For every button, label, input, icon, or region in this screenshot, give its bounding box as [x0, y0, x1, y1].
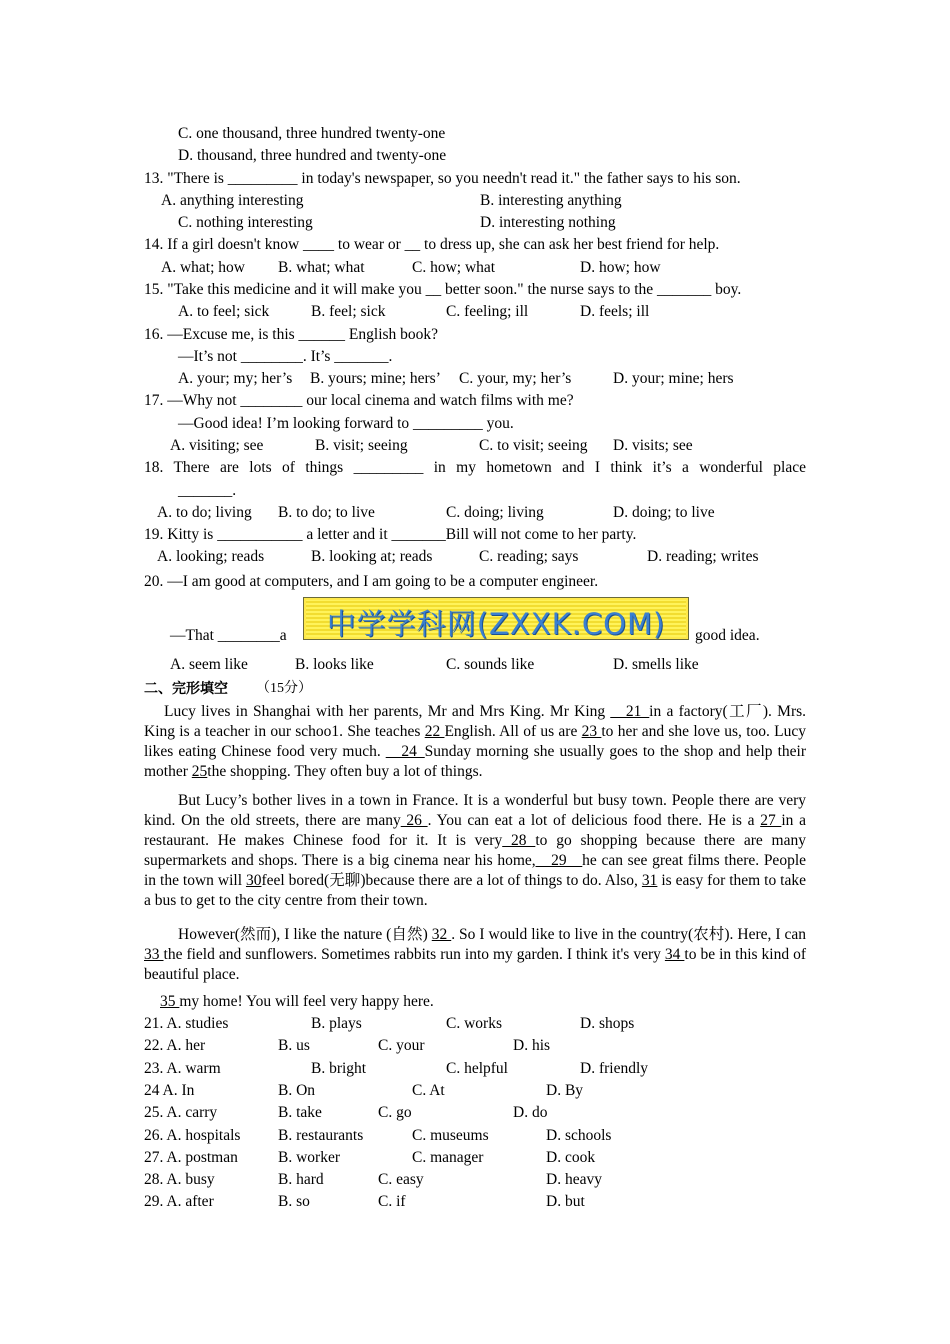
section-2-points: （15分）: [256, 681, 312, 696]
answer-option-c: C. go: [378, 1104, 412, 1122]
answer-option-c: C. manager: [412, 1148, 484, 1166]
passage-text: . You can eat a lot of delicious food there. He is a: [427, 812, 761, 829]
answer-row-option-a: 24 A. In: [144, 1081, 195, 1099]
q16-option-d: D. your; mine; hers: [613, 370, 734, 387]
answer-option-b: B. On: [278, 1081, 316, 1099]
passage-text: . So I would like to live in the country(农村). Here, I can: [451, 926, 806, 943]
answer-option-c: C. easy: [378, 1171, 424, 1189]
answer-option-b: B. take: [278, 1104, 322, 1122]
cloze-blank: 35: [160, 993, 180, 1010]
passage-text: he can see great films there. People in the town will: [144, 852, 807, 889]
passage-text: to go shopping because there are many supermarkets and shops. There is a big cinema near his home,: [144, 832, 806, 869]
q20-option-d: D. smells like: [613, 656, 699, 673]
passage-paragraph-4: [144, 992, 806, 1012]
answer-option-b: B. bright: [311, 1059, 367, 1077]
q18-option-c: C. doing; living: [446, 504, 544, 521]
q14-option-b: B. what; what: [278, 259, 365, 276]
q13-option-c: C. nothing interesting: [178, 214, 313, 231]
answer-row-option-a: 25. A. carry: [144, 1104, 218, 1122]
q15-option-d: D. feels; ill: [580, 303, 650, 320]
q20-reply-end: good idea.: [695, 627, 760, 644]
passage-text: feel bored(无聊)because there are a lot of things to do. Also,: [261, 872, 642, 889]
q18-option-a: A. to do; living: [157, 504, 252, 521]
q17-option-a: A. visiting; see: [170, 437, 264, 454]
answer-option-b: B. restaurants: [278, 1126, 364, 1144]
passage-text: However(然而), I like the nature (自然): [178, 926, 432, 943]
passage-text: the shopping. They often buy a lot of things.: [207, 763, 483, 780]
q12-option-d: D. thousand, three hundred and twenty-one: [178, 147, 447, 164]
passage-text: the field and sunflowers. Sometimes rabbits run into my garden. I think it's very: [163, 946, 665, 963]
q13-option-a: A. anything interesting: [161, 192, 304, 209]
q14-option-c: C. how; what: [412, 259, 496, 276]
q20-option-b: B. looks like: [295, 656, 374, 673]
cloze-blank: 23: [581, 723, 602, 740]
q13-option-b: B. interesting anything: [480, 192, 622, 209]
q12-option-c: C. one thousand, three hundred twenty-one: [178, 125, 446, 142]
q19-option-b: B. looking at; reads: [311, 548, 433, 565]
q20-reply-start: —That ________a: [170, 627, 287, 644]
passage-text: Lucy lives in Shanghai with her parents, Mr and Mrs King. Mr King: [164, 703, 611, 720]
answer-option-d: D. heavy: [546, 1171, 602, 1189]
answer-option-c: C. if: [378, 1193, 406, 1211]
answer-option-d: D. but: [546, 1193, 585, 1211]
q20-option-c: C. sounds like: [446, 656, 535, 673]
passage-text: in a factory(工厂). Mrs. King is a teacher in our schoo1. She teaches: [144, 703, 807, 740]
passage-paragraph-3: [144, 925, 806, 985]
passage-text: to her and she love us, too. Lucy likes eating Chinese food very much.: [144, 723, 806, 760]
answer-option-b: B. plays: [311, 1015, 362, 1032]
q15-option-b: B. feel; sick: [311, 303, 386, 320]
q13-stem: 13. "There is _________ in today's newspaper, so you needn't read it." the father says to his son.: [144, 170, 741, 187]
q20-option-a: A. seem like: [170, 656, 248, 673]
q16-option-b: B. yours; mine; hers’: [310, 370, 441, 387]
cloze-blank: 32: [431, 926, 452, 943]
q14-stem: 14. If a girl doesn't know ____ to wear or __ to dress up, she can ask her best friend for help.: [144, 236, 720, 253]
cloze-blank: 28: [502, 832, 536, 849]
q17-stem: 17. —Why not ________ our local cinema and watch films with me?: [144, 392, 574, 409]
q18-stem-continued: _______.: [178, 482, 237, 499]
passage-text: But Lucy’s bother lives in a town in France. It is a wonderful but busy town. People there are very kind. On the old streets, there are many: [144, 792, 806, 829]
q19-option-a: A. looking; reads: [157, 548, 265, 565]
answer-option-b: B. worker: [278, 1148, 340, 1166]
passage-text: English. All of us are: [444, 723, 582, 740]
q20-stem: 20. —I am good at computers, and I am going to be a computer engineer.: [144, 573, 599, 590]
q18-stem: 18. There are lots of things _________ in my hometown and I think it’s a wonderful place: [144, 459, 806, 476]
q15-option-c: C. feeling; ill: [446, 303, 529, 320]
answer-row-option-a: 21. A. studies: [144, 1015, 229, 1032]
answer-option-d: D. By: [546, 1081, 584, 1099]
passage-text: Sunday morning she usually goes to the shop and help their mother: [144, 743, 806, 780]
cloze-blank: 22: [424, 723, 445, 740]
cloze-blank: 31: [641, 872, 658, 889]
answer-option-d: D. cook: [546, 1148, 596, 1166]
passage-paragraph-2: [144, 791, 806, 911]
q16-stem: 16. —Excuse me, is this ______ English book?: [144, 326, 439, 343]
answer-row-option-a: 27. A. postman: [144, 1148, 238, 1166]
answer-option-c: C. museums: [412, 1126, 489, 1144]
answer-option-d: D. do: [513, 1104, 548, 1122]
answer-row-option-a: 26. A. hospitals: [144, 1126, 241, 1144]
answer-option-b: B. so: [278, 1193, 310, 1211]
answer-option-b: B. us: [278, 1037, 310, 1055]
cloze-blank: 25: [191, 763, 208, 780]
q13-option-d: D. interesting nothing: [480, 214, 616, 231]
answer-option-c: C. your: [378, 1037, 425, 1055]
q18-option-d: D. doing; to live: [613, 504, 715, 521]
watermark-text: 中学学科网(ZXXK.COM): [326, 607, 666, 640]
q19-option-c: C. reading; says: [479, 548, 579, 565]
cloze-blank: __24_: [385, 743, 425, 760]
answer-option-c: C. At: [412, 1081, 445, 1099]
q19-option-d: D. reading; writes: [647, 548, 759, 565]
q16-option-a: A. your; my; her’s: [178, 370, 293, 387]
q17-option-c: C. to visit; seeing: [479, 437, 588, 454]
answer-row-option-a: 23. A. warm: [144, 1059, 221, 1077]
q16-option-c: C. your, my; her’s: [459, 370, 572, 387]
cloze-blank: __29__: [535, 852, 583, 869]
cloze-blank: 27: [760, 812, 782, 829]
cloze-blank: 34: [664, 946, 685, 963]
answer-row-option-a: 22. A. her: [144, 1037, 206, 1055]
q14-option-a: A. what; how: [161, 259, 245, 276]
cloze-blank: __21_: [610, 703, 650, 720]
q19-stem: 19. Kitty is ___________ a letter and it _______Bill will not come to her party.: [144, 526, 637, 543]
q16-reply: —It’s not ________. It’s _______.: [178, 348, 393, 365]
answer-option-c: C. helpful: [446, 1059, 508, 1077]
answer-option-c: C. works: [446, 1015, 502, 1032]
cloze-blank: 33: [144, 946, 164, 963]
watermark-logo: [303, 597, 689, 640]
passage-text: to be in this kind of beautiful place.: [144, 946, 807, 983]
q18-option-b: B. to do; to live: [278, 504, 375, 521]
q15-stem: 15. "Take this medicine and it will make you __ better soon." the nurse says to the _______ boy.: [144, 281, 742, 298]
q17-option-b: B. visit; seeing: [315, 437, 408, 454]
cloze-blank: 30: [245, 872, 262, 889]
q15-option-a: A. to feel; sick: [178, 303, 270, 320]
answer-option-d: D. schools: [546, 1126, 612, 1144]
section-2-title: 二、完形填空: [144, 681, 228, 697]
answer-option-d: D. shops: [580, 1015, 635, 1032]
passage-text: my home! You will feel very happy here.: [179, 993, 434, 1010]
q17-option-d: D. visits; see: [613, 437, 693, 454]
cloze-blank: 26: [400, 812, 428, 829]
answer-row-option-a: 28. A. busy: [144, 1171, 215, 1189]
answer-option-b: B. hard: [278, 1171, 324, 1189]
passage-text: in a restaurant. He makes Chinese food for it. It is very: [144, 812, 806, 849]
answer-row-option-a: 29. A. after: [144, 1193, 214, 1211]
q14-option-d: D. how; how: [580, 259, 661, 276]
q17-reply: —Good idea! I’m looking forward to _________ you.: [178, 415, 514, 432]
answer-option-d: D. friendly: [580, 1059, 649, 1077]
passage-text: is easy for them to take a bus to get to the city centre from their town.: [144, 872, 807, 909]
passage-paragraph-1: [144, 702, 806, 782]
answer-option-d: D. his: [513, 1037, 551, 1055]
